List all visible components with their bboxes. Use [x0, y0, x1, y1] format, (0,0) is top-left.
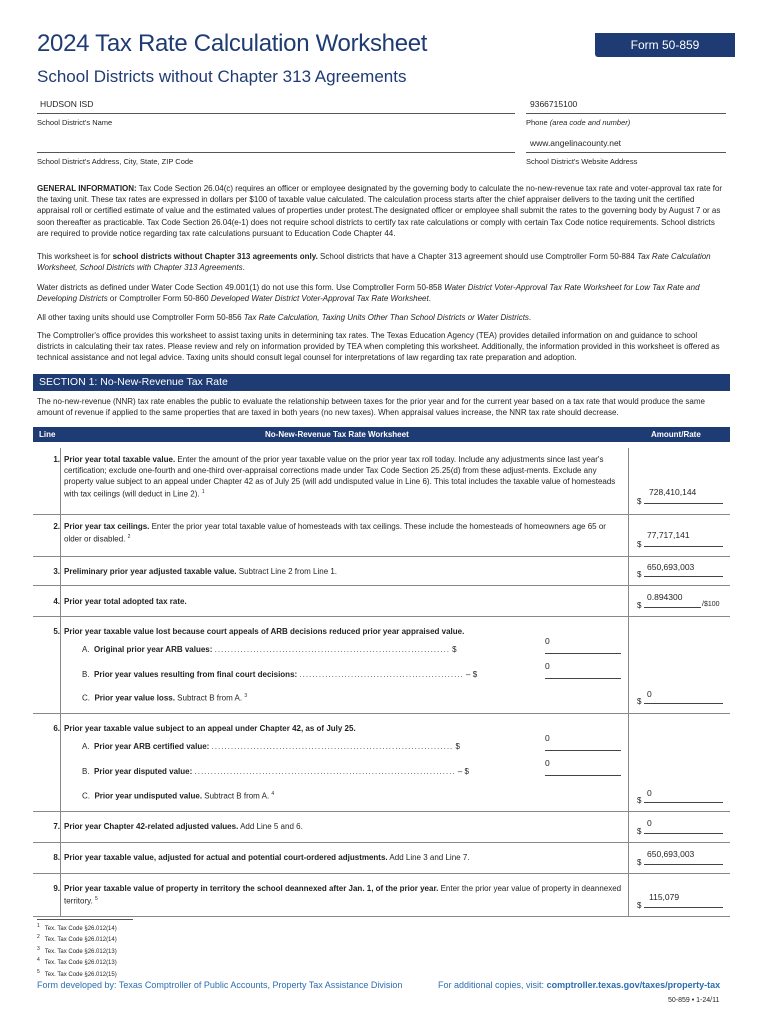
district-name-value[interactable]: HUDSON ISD [40, 99, 94, 109]
line-5b-input-line [545, 678, 621, 679]
table-header [33, 427, 730, 442]
line-5c: C. Prior year value loss. Subtract B from A. $^3$ [82, 693, 248, 703]
dollar-sign: $ [637, 601, 642, 610]
line-5b-value[interactable]: 0 [545, 661, 550, 671]
line-6c: C. Prior year undisputed value. Subtract B from A. $^4$ [82, 791, 275, 801]
section-1-intro: The no-new-revenue (NNR) tax rate enables the public to evaluate the relationship between taxes for the prior year and for the current year based on a tax rate that would produce the same amount of revenue if applied to the same properties that are taxed in both years (no new taxes). When appraisal values increase, the NNR tax rate should decrease. [37, 397, 705, 418]
line-7-value[interactable]: 0 [647, 818, 652, 828]
column-line-header: Line [39, 430, 56, 439]
dollar-sign: $ [637, 540, 642, 549]
line-1-value[interactable]: 728,410,144 [649, 487, 697, 497]
line-6b-input-line [545, 775, 621, 776]
line-9-input-line [644, 907, 723, 908]
line-1-input-line [644, 503, 723, 504]
worksheet-scope-paragraph: This worksheet is for school districts without Chapter 313 agreements only. School districts that have a Chapter 313 agreement should use Comptroller Form 50-884 Tax Rate Calculation Worksheet, School Districts with Chapter 313 Agreements. [37, 252, 711, 273]
line-8-value[interactable]: 650,693,003 [647, 849, 695, 859]
worksheet-line-2 [33, 515, 730, 557]
line-number: 9. [53, 884, 60, 893]
footer-link[interactable]: comptroller.texas.gov/taxes/property-tax [546, 980, 721, 990]
page-subtitle: School Districts without Chapter 313 Agreements [37, 67, 407, 86]
line-description: Prior year taxable value subject to an appeal under Chapter 42, as of July 25. [64, 724, 356, 733]
worksheet-line-9 [33, 874, 730, 917]
line-description: Prior year total adopted tax rate. [64, 597, 187, 606]
worksheet-line-5 [33, 617, 730, 714]
general-info-paragraph: GENERAL INFORMATION: Tax Code Section 26.04(c) requires an officer or employee designated by the governing body to calculate the no-new-revenue tax rate and voter-approval tax rate for the taxing unit. These tax rates are expressed in dollars per $100 of taxable value calculated. The calculation process starts after the chief appraiser delivers to the taxing unit the certified appraisal roll or certified estimate of value and the estimated values of properties under protest.The designated officer or employee shall submit the rates to the governing body by August 7 or as soon thereafter as practicable. Tax Code Section 26.04(e-1) does not require school districts to certify tax rate calculations or comply with certain Tax Code notice requirements. School districts are required to provide notice regarding tax rate calculations pursuant to Education Code Chapter 44. [37, 184, 723, 238]
footer-developer: Form developed by: Texas Comptroller of Public Accounts, Property Tax Assistance Division [37, 980, 403, 990]
worksheet-line-4 [33, 586, 730, 617]
line-number: 5. [53, 627, 60, 636]
column-worksheet-header: No-New-Revenue Tax Rate Worksheet [265, 430, 409, 439]
line-6b: B. Prior year disputed value: ................................................................................. – $ [82, 767, 469, 776]
line-6a-input-line [545, 750, 621, 751]
line-number: 1. [53, 455, 60, 464]
line-2-value[interactable]: 77,717,141 [647, 530, 690, 540]
dollar-sign: $ [637, 796, 642, 805]
footnote-5: $^5$ Tex. Tax Code §26.012(15) [37, 968, 117, 978]
line-5a: A. Original prior year ARB values: ......................................................................... $ [82, 645, 457, 654]
comptroller-disclaimer-paragraph: The Comptroller's office provides this worksheet to assist taxing units in determining tax rates. The Texas Education Agency (TEA) provides detailed information on and guidance to school districts in calculating their tax rates. Please review and rely on information provided by TEA when completing this worksheet. Additionally, the information provided in this worksheet is offered as technical assistance and not legal advice. Taxing units should consult legal counsel for interpretations of law regarding tax rate preparation and adoption. [37, 331, 720, 363]
form-revision-code: 50-859 • 1-24/11 [668, 997, 720, 1004]
address-line [37, 152, 515, 153]
footnote-1: $^1$ Tex. Tax Code §26.012(14) [37, 923, 117, 932]
worksheet-line-8 [33, 843, 730, 874]
line-5a-value[interactable]: 0 [545, 636, 550, 646]
line-description: Prior year taxable value lost because court appeals of ARB decisions reduced prior year appraised value. [64, 627, 465, 636]
footnote-3: $^3$ Tex. Tax Code §26.012(13) [37, 945, 117, 955]
line-5-input-line [644, 703, 723, 704]
line-5b: B. Prior year values resulting from final court decisions: ................................................... – $ [82, 670, 478, 679]
footnote-2: $^2$ Tex. Tax Code §26.012(14) [37, 934, 117, 944]
line-description: Prior year tax ceilings. Enter the prior year total taxable value of homesteads with tax ceilings. These include the homesteads of homeowners age 65 or older or disabled. $^2$ [64, 522, 606, 544]
phone-label: Phone (area code and number) [526, 118, 631, 127]
line-4-input-line [644, 607, 701, 608]
footnotes [37, 922, 117, 979]
per-100-suffix: /$100 [702, 601, 720, 608]
dollar-sign: $ [637, 697, 642, 706]
section-1-header: SECTION 1: No-New-Revenue Tax Rate [33, 374, 730, 391]
line-6b-value[interactable]: 0 [545, 758, 550, 768]
line-description: Prior year Chapter 42-related adjusted values. Add Line 5 and 6. [64, 822, 303, 831]
line-6a: A. Prior year ARB certified value: ........................................................................... $ [82, 742, 460, 751]
dollar-sign: $ [637, 570, 642, 579]
worksheet-line-3 [33, 557, 730, 586]
district-name-label: School District's Name [37, 118, 113, 127]
worksheet-line-6 [33, 714, 730, 812]
line-8-input-line [644, 864, 723, 865]
line-description: Prior year total taxable value. Enter the amount of the prior year taxable value on the prior year tax roll today. Include any adjustments since last year's certification; exclude one-fourth and one-third over-appraisal corrections made under Tax Code Section 25.25(d) from these adjust-ments. Exclude any property value subject to an appeal under Chapter 42 as of July 25 (will add undisputed value in Line 6). This total includes the taxable value of homesteads with tax ceilings (will deduct in Line 2). $^1$ [64, 455, 616, 499]
dollar-sign: $ [637, 827, 642, 836]
website-label: School District's Website Address [526, 157, 638, 166]
footer-copies: For additional copies, visit: comptroller.texas.gov/taxes/property-tax [438, 980, 721, 990]
line-5a-input-line [545, 653, 621, 654]
line-number: 3. [53, 567, 60, 576]
line-number: 8. [53, 853, 60, 862]
line-number: 7. [53, 822, 60, 831]
page-title: 2024 Tax Rate Calculation Worksheet [37, 30, 428, 57]
address-label: School District's Address, City, State, ZIP Code [37, 157, 194, 166]
line-9-value[interactable]: 115,079 [649, 892, 680, 902]
line-description: Preliminary prior year adjusted taxable value. Subtract Line 2 from Line 1. [64, 567, 338, 576]
form-number-badge: Form 50-859 [595, 33, 735, 57]
water-districts-paragraph: Water districts as defined under Water Code Section 49.001(1) do not use this form. Use Comptroller Form 50-858 Water District Voter-Approval Tax Rate Worksheet for Low Tax Rate and Developing Districts or Comptroller Form 50-860 Developed Water District Voter-Approval Tax Rate Worksheet. [37, 283, 700, 304]
district-name-line [37, 113, 515, 114]
column-amount-header: Amount/Rate [651, 430, 701, 439]
line-6a-value[interactable]: 0 [545, 733, 550, 743]
phone-value[interactable]: 9366715100 [530, 99, 578, 109]
other-taxing-units-paragraph: All other taxing units should use Comptroller Form 50-856 Tax Rate Calculation, Taxing Units Other Than School Districts or Water Districts. [37, 313, 532, 322]
line-3-input-line [644, 576, 723, 577]
line-6-value[interactable]: 0 [647, 788, 652, 798]
line-description: Prior year taxable value, adjusted for actual and potential court-ordered adjustments. Add Line 3 and Line 7. [64, 853, 470, 862]
dollar-sign: $ [637, 858, 642, 867]
worksheet-line-1 [33, 448, 730, 515]
phone-line [526, 113, 726, 114]
website-value[interactable]: www.angelinacounty.net [530, 138, 622, 148]
footnote-divider [37, 919, 133, 920]
worksheet-line-7 [33, 812, 730, 843]
line-number: 6. [53, 724, 60, 733]
line-7-input-line [644, 833, 723, 834]
footnote-4: $^4$ Tex. Tax Code §26.012(13) [37, 957, 117, 967]
line-5-value[interactable]: 0 [647, 689, 652, 699]
line-3-value[interactable]: 650,693,003 [647, 562, 695, 572]
line-6-input-line [644, 802, 723, 803]
line-2-input-line [644, 546, 723, 547]
line-number: 2. [53, 522, 60, 531]
dollar-sign: $ [637, 901, 642, 910]
dollar-sign: $ [637, 497, 642, 506]
line-4-value[interactable]: 0.894300 [647, 592, 683, 602]
line-description: Prior year taxable value of property in territory the school deannexed after Jan. 1, of the prior year. Enter the prior year value of property in deannexed territory. $^5$ [64, 884, 622, 906]
line-number: 4. [53, 597, 60, 606]
website-line [526, 152, 726, 153]
